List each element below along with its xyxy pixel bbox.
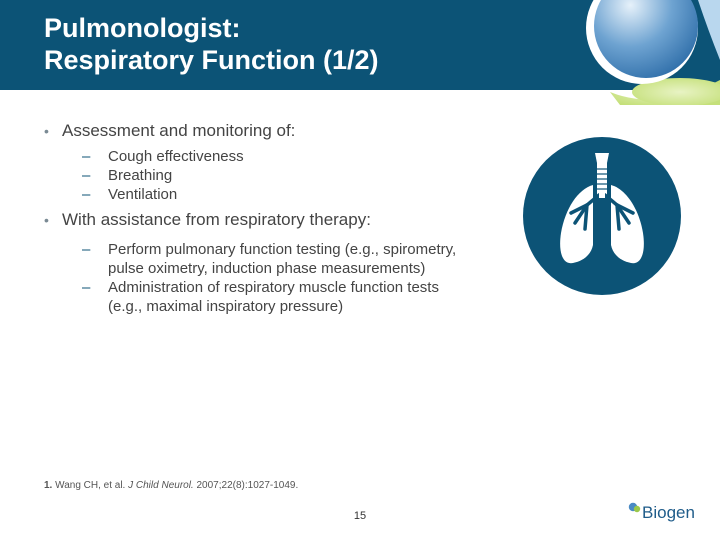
bullet-text: • Assessment and monitoring of: xyxy=(62,121,296,140)
reference-details: 2007;22(8):1027-1049. xyxy=(196,480,299,491)
reference-citation xyxy=(44,480,298,491)
sub-item-text: Ventilation xyxy=(108,186,178,203)
reference-number: 1. xyxy=(44,480,53,491)
slide-title xyxy=(44,12,379,76)
slide-content xyxy=(44,121,484,316)
biogen-logo-text: Biogen xyxy=(642,503,695,522)
sub-item-text: Breathing xyxy=(108,167,173,184)
bullet-text: • With assistance from respiratory therapy: xyxy=(62,210,371,229)
sub-item-line: (e.g., maximal inspiratory pressure) xyxy=(108,298,344,315)
sub-item xyxy=(62,278,484,316)
sub-item xyxy=(62,147,484,166)
sub-list xyxy=(62,147,484,204)
decorative-sphere-icon xyxy=(580,0,720,105)
reference-authors: Wang CH, et al. xyxy=(55,480,126,491)
page-number: 15 xyxy=(353,510,367,522)
biogen-logo-mark-icon xyxy=(628,502,642,516)
sub-item-line: pulse oximetry, induction phase measurements) xyxy=(108,260,426,277)
sub-item xyxy=(62,240,484,278)
sub-item xyxy=(62,166,484,185)
reference-journal: J Child Neurol. xyxy=(128,480,194,491)
slide-title-line-2: Respiratory Function (1/2) xyxy=(44,45,379,75)
sub-list xyxy=(62,240,484,316)
bullet-assessment xyxy=(44,121,484,204)
sub-item xyxy=(62,185,484,204)
slide-title-line-1: Pulmonologist: xyxy=(44,13,241,43)
bullet-respiratory-therapy xyxy=(44,210,484,316)
sub-item-text: Cough effectiveness xyxy=(108,148,244,165)
lungs-icon xyxy=(523,137,681,295)
sub-item-line: – Administration of respiratory muscle function tests xyxy=(108,279,439,296)
sub-item-line: – Perform pulmonary function testing (e.g., spirometry, xyxy=(108,241,457,258)
